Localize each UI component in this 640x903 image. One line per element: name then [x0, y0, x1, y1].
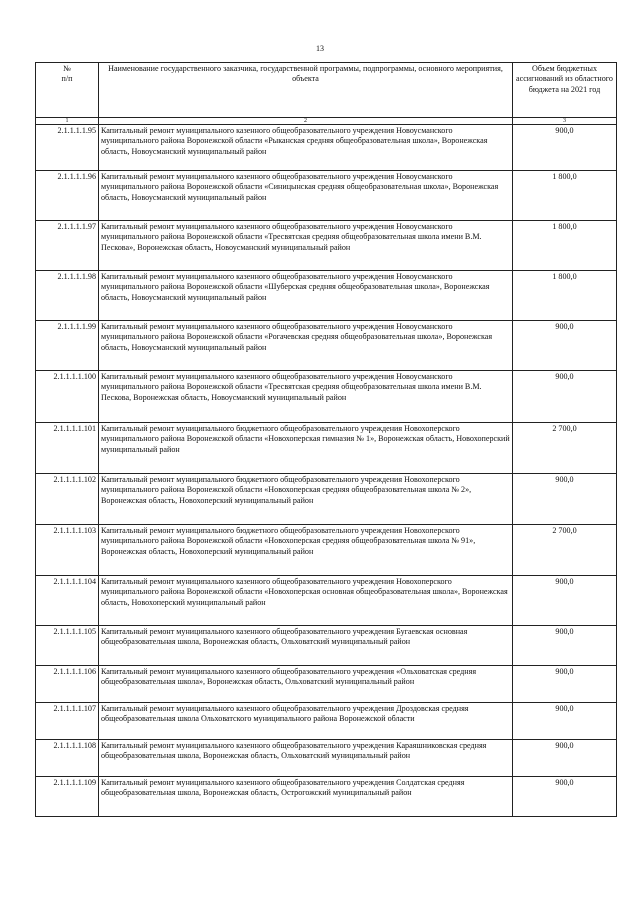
- row-name: Капитальный ремонт муниципального казенного общеобразовательного учреждения Новоусманского муниципального района Воронежской области «Тресвятская средняя общеобразовательная школа имени В.М. Пескова, Воронежская область, Новоусманский муниципальный район: [99, 371, 513, 423]
- row-name: Капитальный ремонт муниципального казенного общеобразовательного учреждения Новоусманского муниципального района Воронежской области «Тресвятская средняя общеобразовательная школа имени В.М. Пескова», Воронежская область, Новоусманский муниципальный район: [99, 221, 513, 271]
- row-name: Капитальный ремонт муниципального казенного общеобразовательного учреждения Караяшниковская средняя общеобразовательная школа, Воронежская область, Ольховатский муниципальный район: [99, 740, 513, 777]
- header-volume: [513, 63, 617, 118]
- header-number: [36, 63, 99, 118]
- row-value: 900,0: [513, 371, 617, 423]
- table-row: [36, 576, 617, 626]
- row-name: Капитальный ремонт муниципального казенного общеобразовательного учреждения Новоусманского муниципального района Воронежской области «Шуберская средняя общеобразовательная школа», Воронежская область, Новоусманский муниципальный район: [99, 271, 513, 321]
- table-row: [36, 703, 617, 740]
- header-name: [99, 63, 513, 118]
- row-name: Капитальный ремонт муниципального казенного общеобразовательного учреждения Новоусманского муниципального района Воронежской области «Рогачевская средняя общеобразовательная школа», Воронежская область, Новоусманский муниципальный район: [99, 321, 513, 371]
- table-row: [36, 221, 617, 271]
- row-name: Капитальный ремонт муниципального казенного общеобразовательного учреждения Новоусманского муниципального района Воронежской области «Рыканская средняя общеобразовательная школа», Воронежская область, Новоусманский муниципальный район: [99, 125, 513, 171]
- row-number: 2.1.1.1.1.108: [36, 740, 99, 777]
- row-value: 1 800,0: [513, 271, 617, 321]
- row-name: Капитальный ремонт муниципального казенного общеобразовательного учреждения Новохоперского муниципального района Воронежской области «Новохоперская основная общеобразовательная школа», Воронежская область, Новохоперский муниципальный район: [99, 576, 513, 626]
- table-row: [36, 371, 617, 423]
- index-cell: 1: [36, 118, 99, 125]
- table-row: [36, 474, 617, 525]
- row-name: Капитальный ремонт муниципального бюджетного общеобразовательного учреждения Новохоперского муниципального района Воронежской области «Новохоперская средняя общеобразовательная школа № 91», Воронежская область, Новохоперский муниципальный район: [99, 525, 513, 576]
- row-number: 2.1.1.1.1.107: [36, 703, 99, 740]
- header-number-text: № п/п: [61, 64, 73, 84]
- row-value: 900,0: [513, 626, 617, 666]
- index-cell: 3: [513, 118, 617, 125]
- row-number: 2.1.1.1.1.106: [36, 666, 99, 703]
- row-number: 2.1.1.1.1.104: [36, 576, 99, 626]
- row-value: 900,0: [513, 740, 617, 777]
- row-number: 2.1.1.1.1.100: [36, 371, 99, 423]
- table-row: [36, 321, 617, 371]
- row-number: 2.1.1.1.1.101: [36, 423, 99, 474]
- row-name: Капитальный ремонт муниципального казенного общеобразовательного учреждения «Ольховатская средняя общеобразовательная школа», Воронежская область, Ольховатский муниципальный район: [99, 666, 513, 703]
- table-row: [36, 777, 617, 817]
- page-number: 13: [316, 44, 324, 53]
- header-name-text: Наименование государственного заказчика, государственной программы, подпрограммы, основного мероприятия, объекта: [108, 64, 503, 84]
- row-number: 2.1.1.1.1.99: [36, 321, 99, 371]
- row-number: 2.1.1.1.1.109: [36, 777, 99, 817]
- row-value: 900,0: [513, 125, 617, 171]
- row-number: 2.1.1.1.1.97: [36, 221, 99, 271]
- table-row: [36, 423, 617, 474]
- table-row: [36, 525, 617, 576]
- row-name: Капитальный ремонт муниципального казенного общеобразовательного учреждения Дроздовская средняя общеобразовательная школа Ольховатского муниципального района Воронежской области: [99, 703, 513, 740]
- index-cell: 2: [99, 118, 513, 125]
- table-row: [36, 125, 617, 171]
- row-number: 2.1.1.1.1.95: [36, 125, 99, 171]
- row-number: 2.1.1.1.1.103: [36, 525, 99, 576]
- row-name: Капитальный ремонт муниципального бюджетного общеобразовательного учреждения Новохоперского муниципального района Воронежской области «Новохоперская средняя общеобразовательная школа № 2», Воронежская область, Новохоперский муниципальный район: [99, 474, 513, 525]
- row-value: 1 800,0: [513, 221, 617, 271]
- table-row: [36, 626, 617, 666]
- row-value: 900,0: [513, 474, 617, 525]
- header-volume-text: Объем бюджетных ассигнований из областного бюджета на 2021 год: [516, 64, 613, 94]
- table-row: [36, 171, 617, 221]
- index-row: [36, 118, 617, 125]
- table-row: [36, 271, 617, 321]
- row-number: 2.1.1.1.1.96: [36, 171, 99, 221]
- budget-table: [35, 62, 617, 817]
- row-name: Капитальный ремонт муниципального казенного общеобразовательного учреждения Бугаевская основная общеобразовательная школа, Воронежская область, Ольховатский муниципальный район: [99, 626, 513, 666]
- row-number: 2.1.1.1.1.98: [36, 271, 99, 321]
- row-value: 1 800,0: [513, 171, 617, 221]
- row-number: 2.1.1.1.1.105: [36, 626, 99, 666]
- row-name: Капитальный ремонт муниципального казенного общеобразовательного учреждения Солдатская средняя общеобразовательная школа, Воронежская область, Острогожский муниципальный район: [99, 777, 513, 817]
- row-value: 900,0: [513, 703, 617, 740]
- table-header-row: [36, 63, 617, 118]
- row-value: 900,0: [513, 777, 617, 817]
- table-row: [36, 666, 617, 703]
- row-value: 900,0: [513, 576, 617, 626]
- row-value: 2 700,0: [513, 525, 617, 576]
- table-row: [36, 740, 617, 777]
- row-name: Капитальный ремонт муниципального казенного общеобразовательного учреждения Новоусманского муниципального района Воронежской области «Синицынская средняя общеобразовательная школа», Воронежская область, Новоусманский муниципальный район: [99, 171, 513, 221]
- row-value: 900,0: [513, 666, 617, 703]
- row-value: 2 700,0: [513, 423, 617, 474]
- row-value: 900,0: [513, 321, 617, 371]
- row-name: Капитальный ремонт муниципального бюджетного общеобразовательного учреждения Новохоперского муниципального района Воронежской области «Новохоперская гимназия № 1», Воронежская область, Новохоперский муниципальный район: [99, 423, 513, 474]
- row-number: 2.1.1.1.1.102: [36, 474, 99, 525]
